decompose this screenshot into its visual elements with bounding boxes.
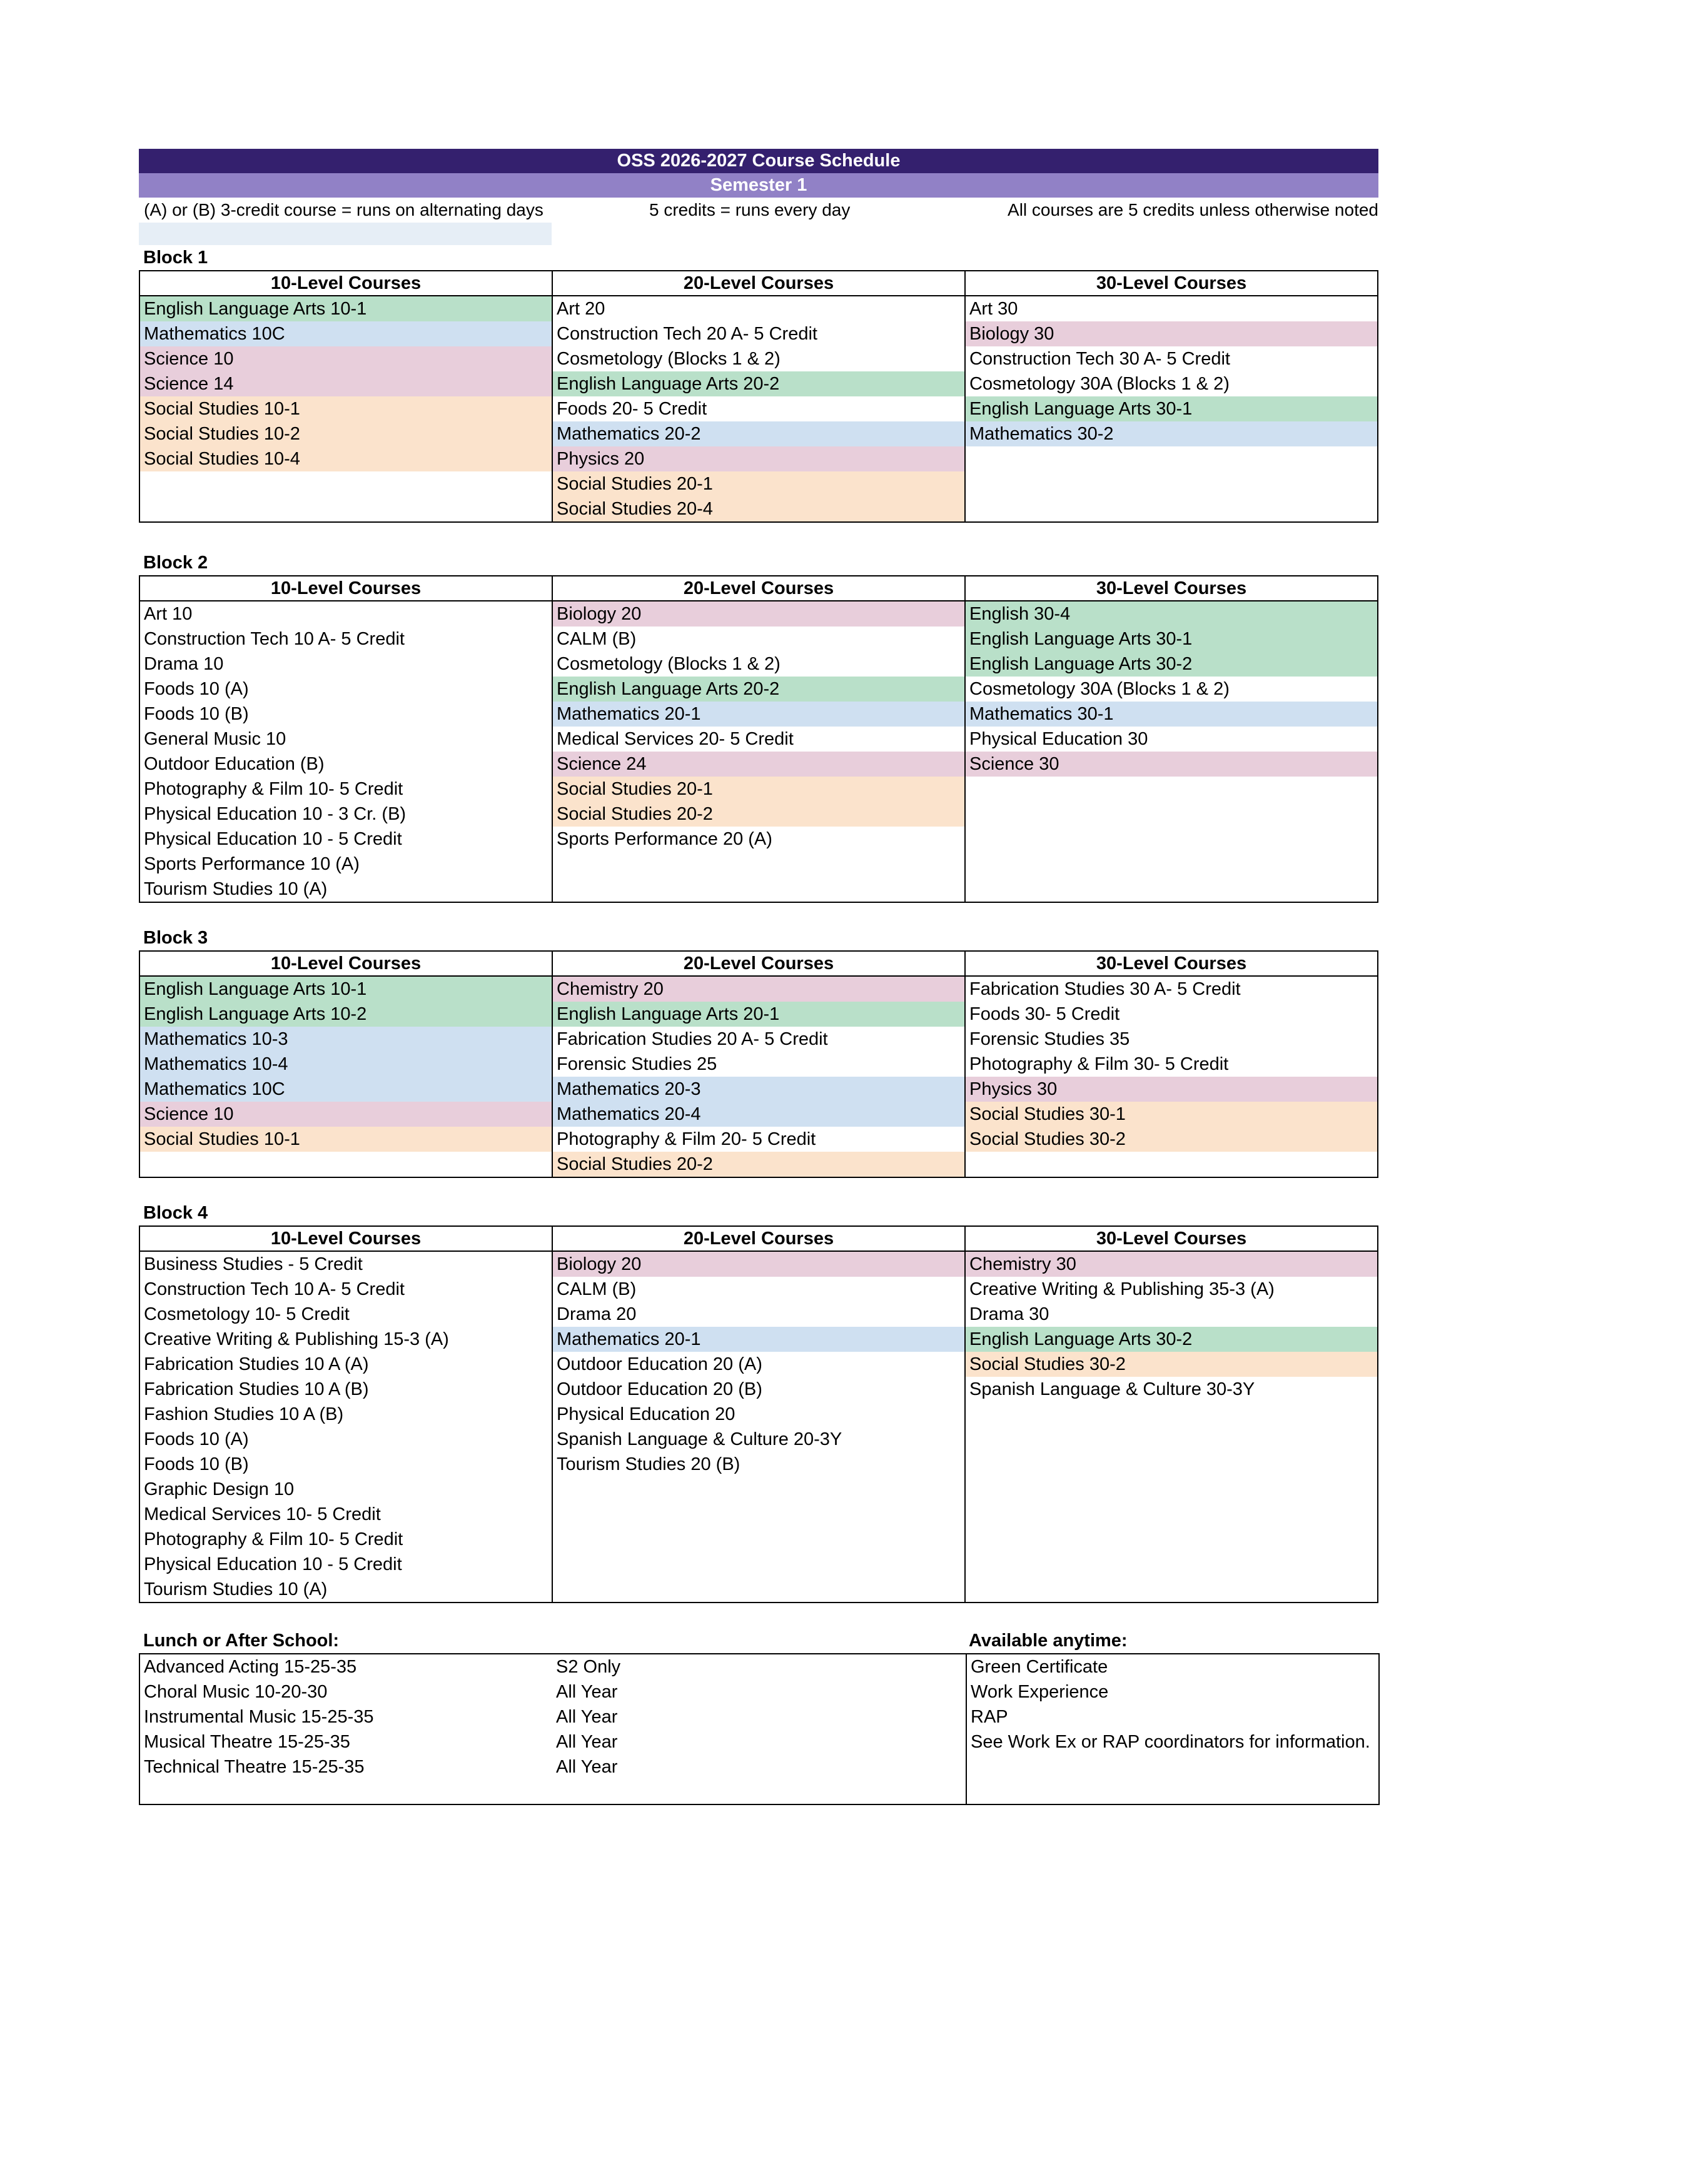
course-cell: CALM (B)	[552, 627, 965, 652]
table-row	[139, 677, 1378, 702]
course-cell: Biology 20	[552, 601, 965, 627]
course-cell: Social Studies 20-1	[552, 471, 965, 496]
table-row	[139, 652, 1378, 677]
course-cell: Science 30	[965, 752, 1378, 777]
table-row	[139, 321, 1378, 346]
course-cell: Tourism Studies 10 (A)	[139, 1577, 552, 1603]
legend-alternating: (A) or (B) 3-credit course = runs on alternating days	[144, 200, 543, 219]
course-cell	[965, 1477, 1378, 1502]
course-cell: Art 10	[139, 601, 552, 627]
course-schedule-sheet	[139, 149, 1378, 1805]
legend-every-day: 5 credits = runs every day	[649, 200, 851, 219]
lunch-section-header	[139, 1628, 1378, 1653]
block-label: Block 3	[143, 928, 208, 948]
course-cell	[139, 471, 552, 496]
course-cell: Social Studies 10-1	[139, 396, 552, 421]
legend-row	[139, 198, 1378, 223]
lunch-heading: Lunch or After School:	[143, 1631, 340, 1651]
course-cell: Social Studies 10-1	[139, 1127, 552, 1152]
course-cell: Social Studies 20-2	[552, 802, 965, 827]
course-cell: Foods 10 (A)	[139, 1427, 552, 1452]
course-cell	[139, 1779, 552, 1804]
table-row	[139, 976, 1378, 1002]
course-cell: Drama 10	[139, 652, 552, 677]
course-cell	[552, 1527, 965, 1552]
column-header: 30-Level Courses	[965, 1226, 1378, 1251]
course-cell	[965, 1452, 1378, 1477]
course-cell: Graphic Design 10	[139, 1477, 552, 1502]
course-cell: Construction Tech 20 A- 5 Credit	[552, 321, 965, 346]
table-row	[139, 827, 1378, 852]
course-cell: English Language Arts 30-2	[965, 1327, 1378, 1352]
table-row	[139, 471, 1378, 496]
course-cell: Mathematics 30-2	[965, 421, 1378, 446]
course-cell: Social Studies 30-1	[965, 1102, 1378, 1127]
course-cell: Science 14	[139, 371, 552, 396]
course-cell: Physical Education 10 - 5 Credit	[139, 827, 552, 852]
course-cell: Drama 30	[965, 1302, 1378, 1327]
course-cell: Science 24	[552, 752, 965, 777]
column-header: 20-Level Courses	[552, 576, 965, 601]
column-header: 30-Level Courses	[965, 951, 1378, 976]
course-cell: English Language Arts 10-2	[139, 1002, 552, 1027]
course-cell	[965, 802, 1378, 827]
course-cell: Photography & Film 10- 5 Credit	[139, 1527, 552, 1552]
course-cell: Foods 10 (A)	[139, 677, 552, 702]
course-cell	[965, 1152, 1378, 1177]
column-header: 10-Level Courses	[139, 576, 552, 601]
course-cell: Drama 20	[552, 1302, 965, 1327]
course-cell: Construction Tech 30 A- 5 Credit	[965, 346, 1378, 371]
course-cell: Physical Education 10 - 5 Credit	[139, 1552, 552, 1577]
course-cell: Foods 10 (B)	[139, 702, 552, 727]
course-cell	[965, 1402, 1378, 1427]
course-cell	[965, 1577, 1378, 1603]
course-cell: Cosmetology 10- 5 Credit	[139, 1302, 552, 1327]
course-cell: Chemistry 20	[552, 976, 965, 1002]
course-cell: See Work Ex or RAP coordinators for information.	[966, 1729, 1379, 1754]
course-cell: English 30-4	[965, 601, 1378, 627]
course-cell: Biology 20	[552, 1251, 965, 1277]
column-header: 20-Level Courses	[552, 951, 965, 976]
course-cell: Social Studies 20-2	[552, 1152, 965, 1177]
course-cell: Spanish Language & Culture 30-3Y	[965, 1377, 1378, 1402]
course-cell: Biology 30	[965, 321, 1378, 346]
course-cell: Construction Tech 10 A- 5 Credit	[139, 627, 552, 652]
table-row	[139, 627, 1378, 652]
course-cell	[965, 1502, 1378, 1527]
course-cell	[552, 1477, 965, 1502]
course-cell: Sports Performance 20 (A)	[552, 827, 965, 852]
course-cell: Mathematics 20-3	[552, 1077, 965, 1102]
course-cell: Sports Performance 10 (A)	[139, 852, 552, 877]
course-cell: English Language Arts 30-1	[965, 627, 1378, 652]
course-cell: Physics 30	[965, 1077, 1378, 1102]
course-cell	[966, 1754, 1379, 1779]
course-cell: CALM (B)	[552, 1277, 965, 1302]
table-row	[139, 396, 1378, 421]
course-cell: Mathematics 10-3	[139, 1027, 552, 1052]
course-cell: Cosmetology 30A (Blocks 1 & 2)	[965, 677, 1378, 702]
table-row	[139, 296, 1378, 321]
column-header: 30-Level Courses	[965, 576, 1378, 601]
course-cell: Forensic Studies 25	[552, 1052, 965, 1077]
course-cell: Mathematics 30-1	[965, 702, 1378, 727]
table-row	[139, 1502, 1378, 1527]
course-cell: Cosmetology (Blocks 1 & 2)	[552, 652, 965, 677]
availability-cell: All Year	[556, 1757, 618, 1777]
table-row	[139, 1477, 1378, 1502]
availability-cell: All Year	[556, 1732, 618, 1752]
course-cell: Spanish Language & Culture 20-3Y	[552, 1427, 965, 1452]
course-cell: Physical Education 20	[552, 1402, 965, 1427]
course-cell: Science 10	[139, 346, 552, 371]
table-row	[139, 1654, 1379, 1679]
course-cell: Foods 30- 5 Credit	[965, 1002, 1378, 1027]
course-cell	[965, 777, 1378, 802]
table-row	[139, 1102, 1378, 1127]
table-row	[139, 601, 1378, 627]
course-cell: Chemistry 30	[965, 1251, 1378, 1277]
course-cell: Social Studies 30-2	[965, 1127, 1378, 1152]
course-cell: Social Studies 10-4	[139, 446, 552, 471]
course-cell	[965, 877, 1378, 902]
course-cell: Foods 10 (B)	[139, 1452, 552, 1477]
block-label: Block 1	[143, 248, 208, 268]
table-row	[139, 346, 1378, 371]
anytime-heading: Available anytime:	[969, 1631, 1128, 1651]
course-cell	[139, 496, 552, 522]
table-row	[139, 802, 1378, 827]
column-header: 20-Level Courses	[552, 1226, 965, 1251]
table-row	[139, 1729, 1379, 1754]
course-cell: Fashion Studies 10 A (B)	[139, 1402, 552, 1427]
course-cell: Business Studies - 5 Credit	[139, 1251, 552, 1277]
table-row	[139, 1251, 1378, 1277]
course-cell: Social Studies 30-2	[965, 1352, 1378, 1377]
course-cell: Green Certificate	[966, 1654, 1379, 1679]
table-row	[139, 1152, 1378, 1177]
block-label: Block 2	[143, 553, 208, 573]
course-cell	[552, 1552, 965, 1577]
table-row	[139, 1402, 1378, 1427]
course-cell: Mathematics 10C	[139, 321, 552, 346]
course-cell: Photography & Film 30- 5 Credit	[965, 1052, 1378, 1077]
course-cell: Construction Tech 10 A- 5 Credit	[139, 1277, 552, 1302]
course-cell: Science 10	[139, 1102, 552, 1127]
course-cell: Fabrication Studies 30 A- 5 Credit	[965, 976, 1378, 1002]
table-row	[139, 1452, 1378, 1477]
course-cell: Art 20	[552, 296, 965, 321]
course-cell	[552, 1577, 965, 1603]
course-cell: Art 30	[965, 296, 1378, 321]
block-label: Block 4	[143, 1203, 208, 1223]
table-row	[139, 777, 1378, 802]
table-row	[139, 1779, 1379, 1804]
course-cell: Mathematics 20-1	[552, 1327, 965, 1352]
course-cell: Physical Education 30	[965, 727, 1378, 752]
course-cell: English Language Arts 30-1	[965, 396, 1378, 421]
course-cell	[552, 877, 965, 902]
course-cell: Forensic Studies 35	[965, 1027, 1378, 1052]
table-row	[139, 496, 1378, 522]
course-cell: Mathematics 20-4	[552, 1102, 965, 1127]
block-table	[139, 950, 1378, 1178]
course-cell: English Language Arts 30-2	[965, 652, 1378, 677]
course-cell	[965, 1527, 1378, 1552]
course-cell: Cosmetology 30A (Blocks 1 & 2)	[965, 371, 1378, 396]
course-cell: Fabrication Studies 20 A- 5 Credit	[552, 1027, 965, 1052]
course-cell: Creative Writing & Publishing 15-3 (A)	[139, 1327, 552, 1352]
course-cell: Fabrication Studies 10 A (A)	[139, 1352, 552, 1377]
table-row	[139, 1427, 1378, 1452]
table-row	[139, 1754, 1379, 1779]
course-cell	[965, 827, 1378, 852]
table-row	[139, 877, 1378, 902]
course-cell: Tourism Studies 20 (B)	[552, 1452, 965, 1477]
course-cell: Physics 20	[552, 446, 965, 471]
course-cell	[965, 852, 1378, 877]
table-row	[139, 1552, 1378, 1577]
table-row	[139, 852, 1378, 877]
block-table	[139, 575, 1378, 903]
table-row	[139, 1352, 1378, 1377]
table-row	[139, 446, 1378, 471]
course-cell	[552, 1502, 965, 1527]
table-row	[139, 702, 1378, 727]
legend-default-credits: All courses are 5 credits unless otherwise noted	[1008, 200, 1378, 219]
column-header: 10-Level Courses	[139, 951, 552, 976]
course-cell	[552, 852, 965, 877]
table-row	[139, 727, 1378, 752]
course-cell: English Language Arts 20-2	[552, 371, 965, 396]
table-row	[139, 1704, 1379, 1729]
course-cell: Foods 20- 5 Credit	[552, 396, 965, 421]
course-cell: Photography & Film 20- 5 Credit	[552, 1127, 965, 1152]
schedule-title: OSS 2026-2027 Course Schedule	[139, 149, 1378, 173]
availability-cell: All Year	[556, 1682, 618, 1702]
column-header: 10-Level Courses	[139, 1226, 552, 1251]
course-cell: English Language Arts 20-2	[552, 677, 965, 702]
table-row	[139, 1277, 1378, 1302]
table-row	[139, 752, 1378, 777]
course-cell: Mathematics 20-2	[552, 421, 965, 446]
course-cell: Outdoor Education 20 (A)	[552, 1352, 965, 1377]
course-cell	[965, 446, 1378, 471]
availability-cell: All Year	[556, 1707, 618, 1727]
course-cell: Musical Theatre 15-25-35	[139, 1729, 552, 1754]
course-cell: Work Experience	[966, 1679, 1379, 1704]
course-cell: Social Studies 10-2	[139, 421, 552, 446]
table-row	[139, 1327, 1378, 1352]
course-cell	[966, 1779, 1379, 1804]
course-cell: General Music 10	[139, 727, 552, 752]
semester-label: Semester 1	[139, 173, 1378, 198]
course-cell	[965, 1427, 1378, 1452]
course-cell: Physical Education 10 - 3 Cr. (B)	[139, 802, 552, 827]
course-cell: Tourism Studies 10 (A)	[139, 877, 552, 902]
course-cell	[965, 1552, 1378, 1577]
availability-cell	[552, 1779, 966, 1804]
legend-swatch	[139, 223, 552, 245]
course-cell: English Language Arts 10-1	[139, 296, 552, 321]
table-row	[139, 1577, 1378, 1603]
column-header: 20-Level Courses	[552, 271, 965, 296]
course-cell: Creative Writing & Publishing 35-3 (A)	[965, 1277, 1378, 1302]
course-cell: Fabrication Studies 10 A (B)	[139, 1377, 552, 1402]
table-row	[139, 1027, 1378, 1052]
course-cell: Mathematics 10-4	[139, 1052, 552, 1077]
course-cell: Outdoor Education (B)	[139, 752, 552, 777]
course-cell: Photography & Film 10- 5 Credit	[139, 777, 552, 802]
availability-cell: S2 Only	[552, 1654, 966, 1679]
course-cell	[965, 471, 1378, 496]
block-table	[139, 270, 1378, 523]
course-cell: Social Studies 20-4	[552, 496, 965, 522]
column-header: 30-Level Courses	[965, 271, 1378, 296]
course-cell: Outdoor Education 20 (B)	[552, 1377, 965, 1402]
table-row	[139, 421, 1378, 446]
course-cell	[139, 1152, 552, 1177]
table-row	[139, 1077, 1378, 1102]
lunch-table	[139, 1653, 1380, 1805]
table-row	[139, 1377, 1378, 1402]
course-cell: Mathematics 20-1	[552, 702, 965, 727]
course-cell: Medical Services 10- 5 Credit	[139, 1502, 552, 1527]
course-cell: Instrumental Music 15-25-35	[139, 1704, 552, 1729]
course-cell: Medical Services 20- 5 Credit	[552, 727, 965, 752]
table-row	[139, 371, 1378, 396]
table-row	[139, 1002, 1378, 1027]
table-row	[139, 1679, 1379, 1704]
block-table	[139, 1225, 1378, 1603]
course-cell	[965, 496, 1378, 522]
course-cell: Choral Music 10-20-30	[139, 1679, 552, 1704]
course-cell: English Language Arts 20-1	[552, 1002, 965, 1027]
course-cell: Advanced Acting 15-25-35	[139, 1654, 552, 1679]
course-cell: RAP	[966, 1704, 1379, 1729]
table-row	[139, 1527, 1378, 1552]
course-cell: English Language Arts 10-1	[139, 976, 552, 1002]
table-row	[139, 1302, 1378, 1327]
column-header: 10-Level Courses	[139, 271, 552, 296]
course-cell: Social Studies 20-1	[552, 777, 965, 802]
table-row	[139, 1052, 1378, 1077]
table-row	[139, 1127, 1378, 1152]
course-cell: Mathematics 10C	[139, 1077, 552, 1102]
course-cell: Technical Theatre 15-25-35	[139, 1754, 552, 1779]
course-cell: Cosmetology (Blocks 1 & 2)	[552, 346, 965, 371]
